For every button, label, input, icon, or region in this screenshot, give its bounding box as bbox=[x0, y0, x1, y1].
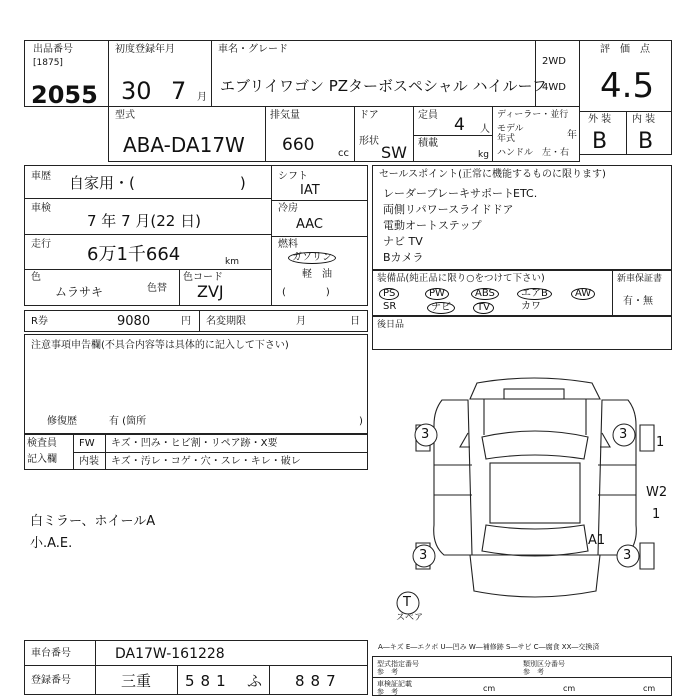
sales-point-4: 電動オートステップ bbox=[383, 219, 482, 232]
drive-box bbox=[535, 40, 580, 107]
int-label: 内装 bbox=[79, 456, 99, 467]
sales-points-title: セールスポイント(正常に機能するものに限ります) bbox=[379, 169, 606, 180]
chassis-value: DA17W-161228 bbox=[115, 646, 225, 662]
lot-number: 2055 bbox=[31, 81, 98, 109]
sales-point-2: ETC. bbox=[513, 187, 538, 200]
model-year-label: モデル 年式 bbox=[497, 124, 524, 144]
model-label: 型式 bbox=[115, 110, 135, 121]
history-label: 車歴 bbox=[31, 171, 51, 182]
mileage-label: 走行 bbox=[31, 239, 51, 250]
sales-points-box bbox=[372, 165, 672, 270]
class-label: 類別区分番号 参 考 bbox=[523, 660, 565, 677]
check-box bbox=[24, 434, 368, 470]
name-change-box bbox=[199, 310, 368, 332]
form-label: 型式指定番号 参 考 bbox=[377, 660, 419, 677]
capacity-label: 定員 bbox=[418, 110, 438, 121]
model-box bbox=[108, 106, 266, 162]
displacement-label: 排気量 bbox=[270, 110, 300, 121]
equip-ps: PS bbox=[379, 288, 399, 300]
car-name: エブリイワゴン PZターボスペシャル ハイルーフ bbox=[220, 77, 547, 95]
cm-3: cm bbox=[643, 684, 656, 693]
ac-value: AAC bbox=[296, 217, 323, 232]
side-mark-1: 1 bbox=[656, 435, 665, 450]
cm-1: cm bbox=[483, 684, 496, 693]
chassis-label: 車台番号 bbox=[31, 648, 71, 659]
capacity-unit: 人 bbox=[480, 124, 490, 135]
plate-kana: ふ bbox=[247, 672, 263, 690]
month-unit: 月 bbox=[197, 92, 207, 103]
equip-airbag: エアB bbox=[517, 288, 552, 300]
name-change-day: 日 bbox=[350, 316, 360, 327]
interior-grade: B bbox=[638, 129, 654, 154]
shift-box bbox=[271, 165, 368, 306]
lot-label: 出品番号 bbox=[33, 44, 73, 55]
shape-label: 形状 bbox=[359, 136, 379, 147]
inspection-value: 7 年 7 月(22 日) bbox=[87, 212, 201, 230]
lot-sub: [1875] bbox=[33, 58, 63, 68]
drive-2wd: 2WD bbox=[542, 56, 566, 67]
spare-label: スペア bbox=[396, 613, 424, 623]
notes-title: 注意事項申告欄(不具合内容等は具体的に記入して下さい) bbox=[31, 340, 289, 351]
capacity-value: 4 bbox=[454, 115, 465, 135]
diagram-label-rr: 3 bbox=[623, 548, 632, 563]
score-value: 4.5 bbox=[600, 66, 655, 106]
repair-label: 修復歴 bbox=[47, 416, 77, 427]
plate-region: 三重 bbox=[121, 672, 152, 690]
plate-box bbox=[24, 665, 368, 695]
equip-navi: ナビ bbox=[427, 302, 455, 314]
equip-leather: カワ bbox=[521, 301, 541, 312]
diagram-label-fr: 3 bbox=[619, 427, 628, 442]
doors-label: ドア bbox=[359, 110, 379, 121]
repair-close: ) bbox=[359, 416, 363, 427]
warranty-label: 新車保証書 bbox=[617, 274, 663, 284]
displacement-value: 660 bbox=[282, 135, 315, 155]
fw-label: FW bbox=[79, 438, 95, 449]
mileage-value: 6万1千664 bbox=[87, 244, 181, 265]
recycle-box bbox=[24, 310, 200, 332]
equipment-box bbox=[372, 270, 613, 316]
remarks-label: 後日品 bbox=[377, 320, 405, 330]
history-box bbox=[24, 165, 272, 306]
doors-box bbox=[354, 106, 414, 162]
exterior-grade: B bbox=[592, 129, 608, 154]
fuel-label: 燃料 bbox=[278, 239, 298, 250]
shift-value: IAT bbox=[300, 183, 320, 198]
color-code-label: 色コード bbox=[183, 272, 223, 283]
color-label: 色 bbox=[31, 272, 41, 283]
fuel-other: ( ) bbox=[282, 287, 330, 298]
handwritten-note-2: 小.A.E. bbox=[30, 536, 73, 551]
notes-box bbox=[24, 334, 368, 434]
remarks-box bbox=[372, 316, 672, 350]
side-mark-a1: A1 bbox=[588, 533, 606, 548]
plate-number: 887 bbox=[295, 672, 342, 690]
side-mark-w2: W2 bbox=[646, 485, 668, 500]
first-reg-month: 7 bbox=[171, 77, 187, 105]
kg-unit: kg bbox=[478, 150, 489, 160]
sales-point-5: ナビ TV bbox=[383, 235, 423, 248]
recycle-value: 9080 bbox=[117, 314, 151, 329]
warranty-box bbox=[612, 270, 672, 316]
ac-label: 冷房 bbox=[278, 203, 298, 214]
equip-pw: PW bbox=[425, 288, 449, 300]
sales-point-1: レーダーブレーキサポート bbox=[383, 187, 515, 200]
car-damage-diagram bbox=[372, 355, 700, 645]
history-value: 自家用・( ) bbox=[69, 174, 246, 192]
drive-4wd: 4WD bbox=[542, 82, 566, 93]
equipment-title: 装備品(純正品に限り○をつけて下さい) bbox=[377, 273, 545, 284]
lot-number-box bbox=[24, 40, 109, 107]
name-change-month: 月 bbox=[296, 316, 306, 327]
shift-label: シフト bbox=[278, 171, 308, 182]
diagram-legend: A―キズ E―エクボ U―凹み W―補修跡 S―サビ C―腐食 XX―交換済 bbox=[378, 643, 600, 651]
dealer-box bbox=[492, 106, 580, 162]
load-label: 積載 bbox=[418, 138, 438, 149]
dealer-label: ディーラー・並行 bbox=[497, 110, 569, 120]
warranty-value: 有・無 bbox=[623, 296, 653, 307]
chassis-box bbox=[24, 640, 368, 666]
entry-label: 記入欄 bbox=[27, 454, 57, 465]
repair-value: 有 (箇所 bbox=[109, 416, 147, 427]
car-name-box bbox=[211, 40, 547, 107]
color-code: ZVJ bbox=[197, 282, 224, 301]
handle-label: ハンドル 左・右 bbox=[497, 148, 570, 158]
interior-label: 内 装 bbox=[632, 114, 656, 125]
int-items: キズ・汚レ・コゲ・穴・スレ・キレ・破レ bbox=[111, 456, 301, 467]
plate-label: 登録番号 bbox=[31, 675, 71, 686]
spec-box bbox=[372, 656, 672, 696]
plate-class: 581 bbox=[185, 672, 232, 690]
equip-tv: TV bbox=[473, 302, 494, 314]
car-name-label: 車名・グレード bbox=[218, 44, 288, 55]
cm-2: cm bbox=[563, 684, 576, 693]
capacity-box bbox=[413, 106, 493, 162]
size-label: 車検証記載 参 考 bbox=[377, 680, 412, 697]
first-reg-year: 30 bbox=[121, 77, 152, 105]
diagram-label-rl: 3 bbox=[419, 548, 428, 563]
inspection-label: 車検 bbox=[31, 203, 51, 214]
handwritten-note-1: 白ミラー、ホイールA bbox=[30, 514, 156, 529]
fuel-gas: ガソリン bbox=[288, 252, 336, 264]
equip-abs: ABS bbox=[471, 288, 499, 300]
name-change-label: 名変期限 bbox=[206, 316, 246, 327]
shape-value: SW bbox=[381, 143, 407, 162]
first-reg-label: 初度登録年月 bbox=[115, 44, 175, 55]
score-box bbox=[579, 40, 672, 155]
fuel-light: 軽 油 bbox=[302, 269, 332, 280]
score-label: 評 価 点 bbox=[600, 44, 650, 55]
diagram-label-fl: 3 bbox=[421, 427, 430, 442]
sales-point-6: Bカメラ bbox=[383, 251, 424, 264]
exterior-label: 外 装 bbox=[588, 114, 612, 125]
recycle-label: R券 bbox=[31, 316, 48, 327]
first-reg-box bbox=[108, 40, 212, 107]
color-value: ムラサキ bbox=[55, 285, 104, 299]
sales-point-3: 両側リパワースライドドア bbox=[383, 203, 514, 216]
cc-unit: cc bbox=[338, 148, 349, 159]
equip-sr: SR bbox=[383, 301, 397, 312]
same-color-label: 色替 bbox=[147, 283, 167, 294]
yen-unit: 円 bbox=[181, 316, 191, 327]
fw-items: キズ・凹み・ヒビ割・リペア跡・X要 bbox=[111, 438, 278, 449]
displacement-box bbox=[265, 106, 355, 162]
equip-aw: AW bbox=[571, 288, 595, 300]
check-label: 検査員 bbox=[27, 438, 57, 449]
km-unit: km bbox=[225, 257, 239, 267]
side-mark-2: 1 bbox=[652, 507, 661, 522]
year-unit: 年 bbox=[567, 130, 577, 141]
model-value: ABA-DA17W bbox=[123, 133, 245, 157]
diagram-label-spare: T bbox=[403, 595, 411, 610]
